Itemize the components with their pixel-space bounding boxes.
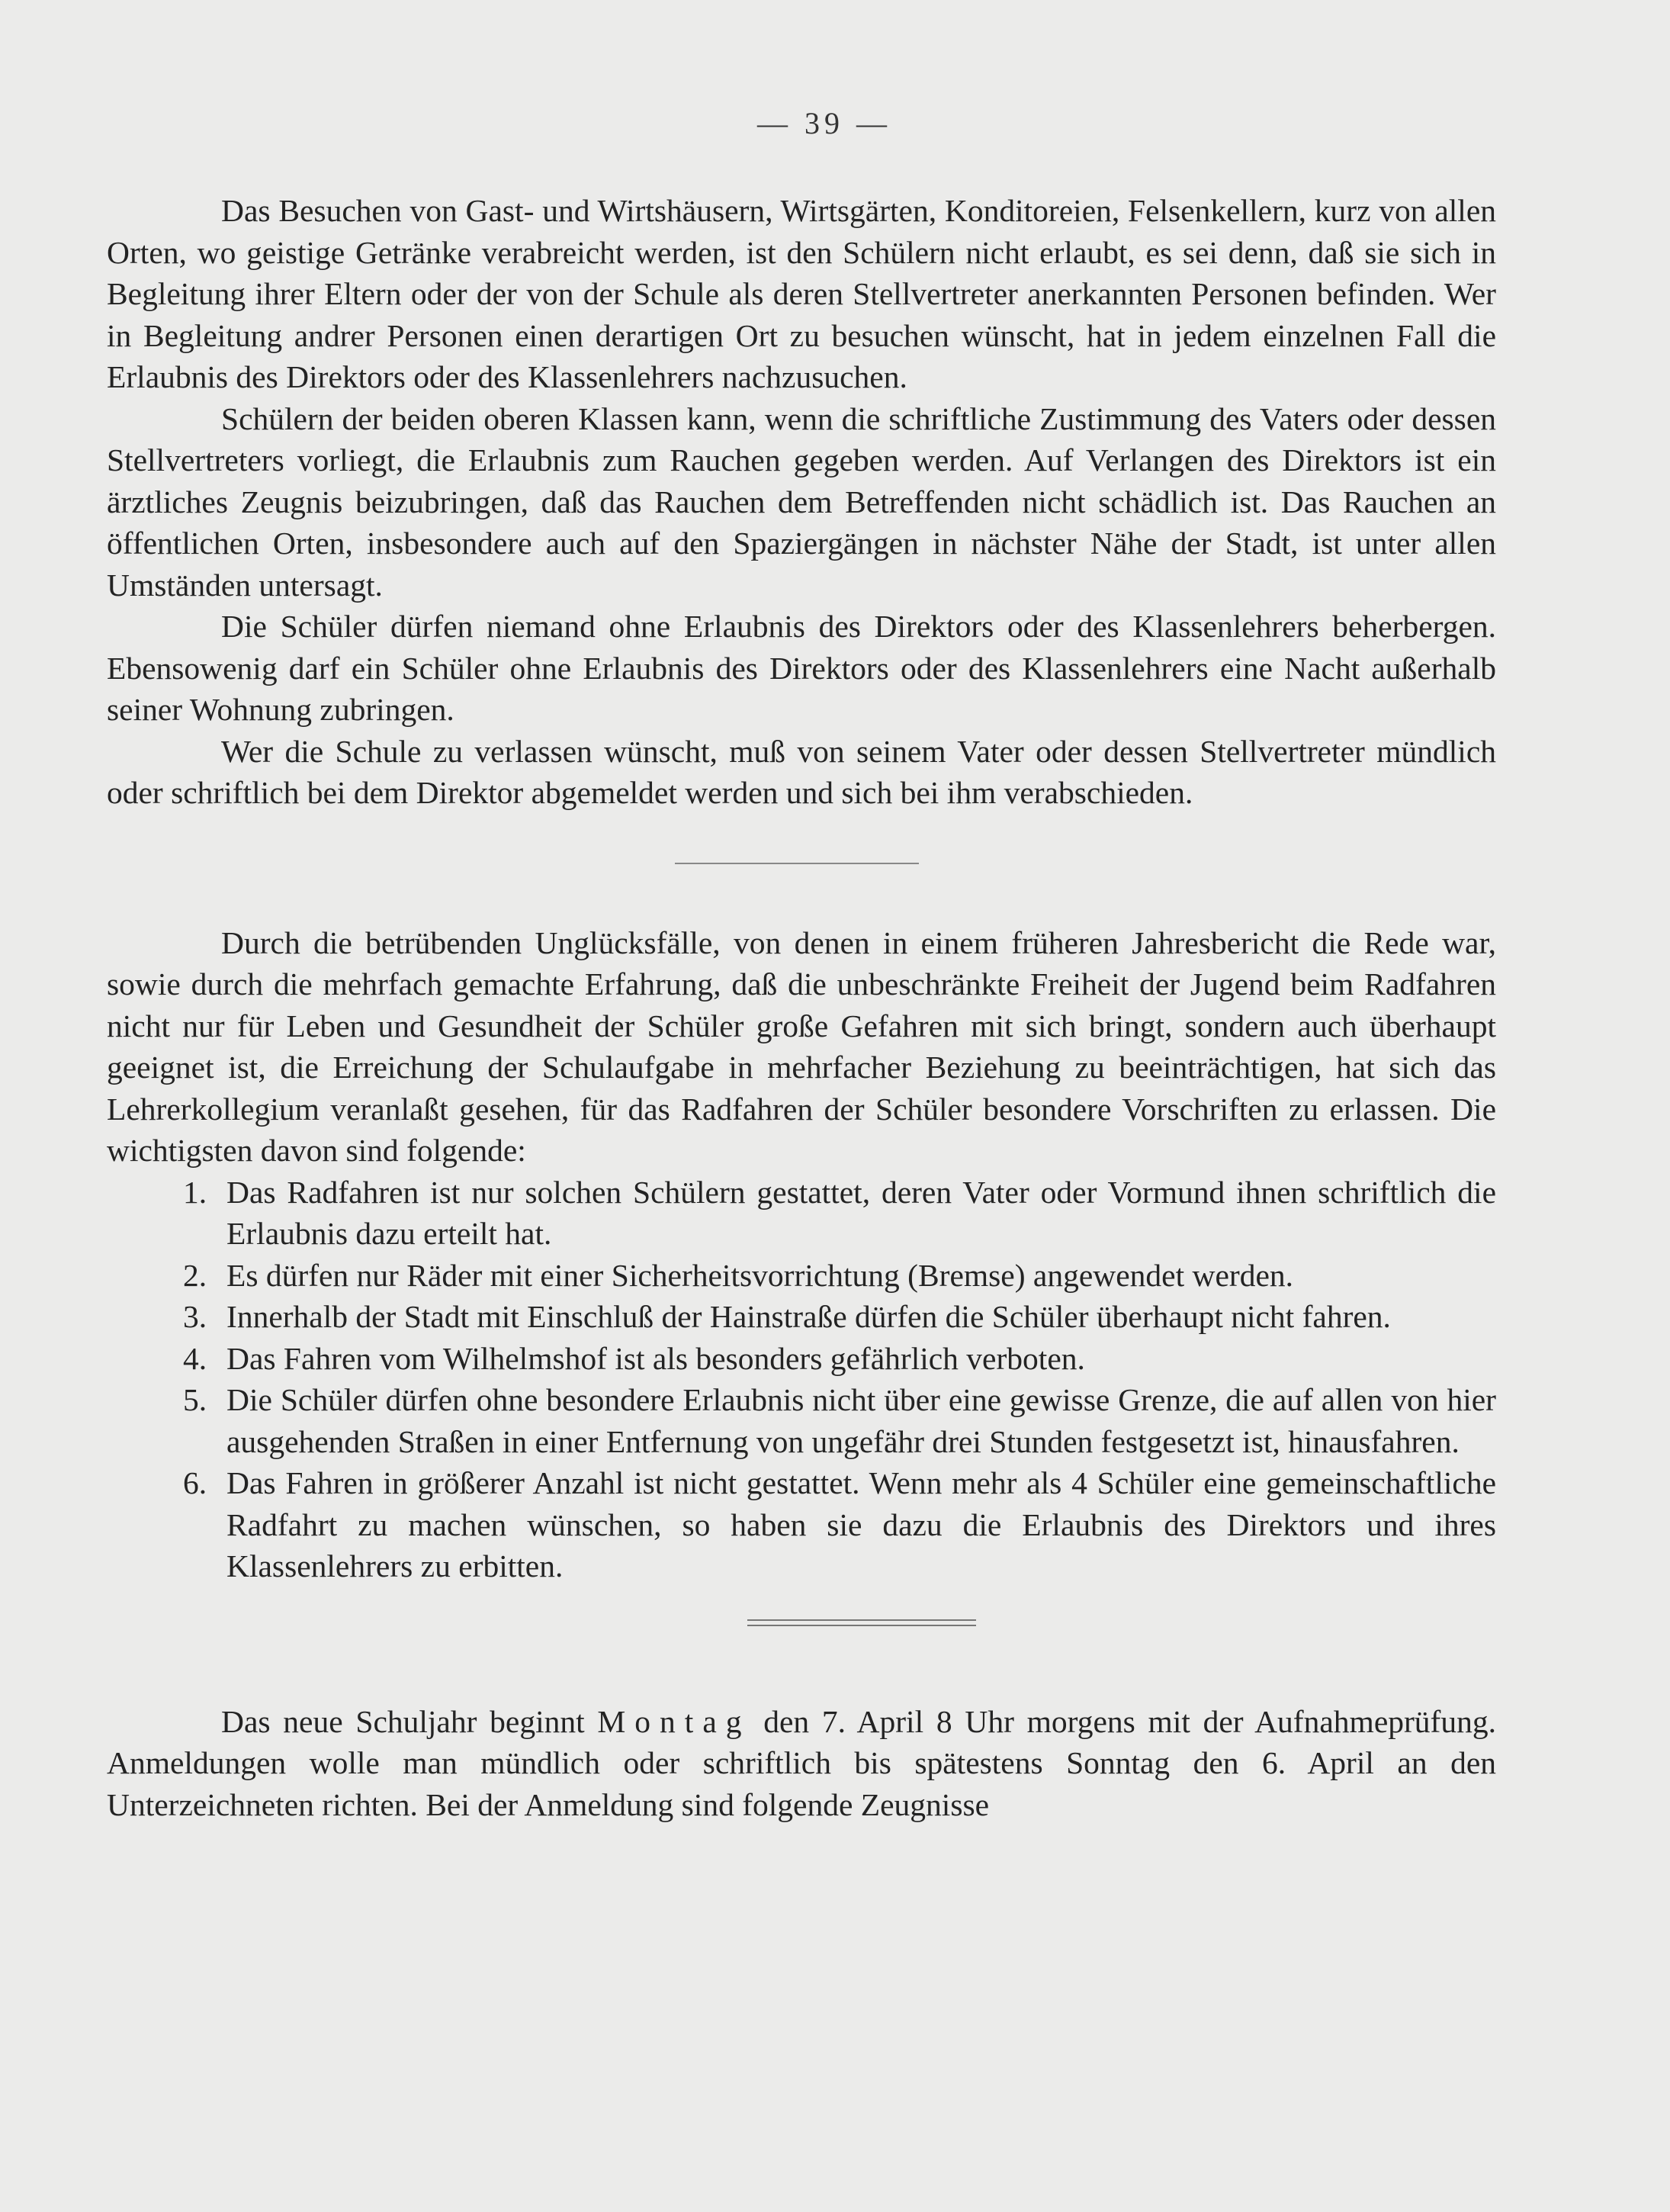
list-item-text: Es dürfen nur Räder mit einer Sicherheitsvorrichtung (Bremse) angewendet werden. [226, 1257, 1293, 1293]
list-item [107, 1255, 1496, 1297]
text-run: Das neue Schuljahr beginnt [221, 1703, 585, 1739]
list-item [107, 1172, 1496, 1255]
emphasized-day: Montag [597, 1703, 751, 1739]
list-item [107, 1379, 1496, 1462]
list-item-text: Die Schüler dürfen ohne besondere Erlaubnis nicht über eine gewisse Grenze, die auf allen von hier ausgehenden Straßen in einer Entfernung von ungefähr drei Stunden festgesetzt ist, hinausfahren. [226, 1382, 1496, 1459]
paragraph: Das Besuchen von Gast- und Wirtshäusern, Wirtsgärten, Konditoreien, Felsenkellern, kurz von allen Orten, wo geistige Getränke verabreicht werden, ist den Schülern nicht erlaubt, es sei denn, daß sie sich in Begleitung ihrer Eltern oder der von der Schule als deren Stellvertreter anerkannten Personen befinden. Wer in Begleitung andrer Personen einen derartigen Ort zu besuchen wünscht, hat in jedem einzelnen Fall die Erlaubnis des Direktors oder des Klassenlehrers nachzusuchen. [107, 193, 1496, 394]
list-item-number: 6. [183, 1465, 207, 1500]
paragraph: Schülern der beiden oberen Klassen kann, wenn die schriftliche Zustimmung des Vaters oder dessen Stellvertreters vorliegt, die Erlaubnis zum Rauchen gegeben werden. Auf Verlangen des Direktors ist ein ärztliches Zeugnis beizubringen, daß das Rauchen dem Betreffenden nicht schädlich ist. Das Rauchen an öffentlichen Orten, insbesondere auch auf den Spaziergängen in nächster Nähe der Stadt, ist unter allen Umständen untersagt. [107, 400, 1496, 603]
section-divider-double [747, 1619, 976, 1626]
list-item-text: Innerhalb der Stadt mit Einschluß der Hainstraße dürfen die Schüler überhaupt nicht fahren. [226, 1299, 1391, 1334]
section-divider [675, 863, 919, 864]
list-item-number: 3. [183, 1299, 207, 1334]
list-item-number: 1. [183, 1174, 207, 1210]
section-school-year [107, 1701, 1496, 1826]
section-cycling-rules [107, 922, 1496, 1587]
list-item-number: 4. [183, 1340, 207, 1376]
list-item-text: Das Fahren in größerer Anzahl ist nicht gestattet. Wenn mehr als 4 Schüler eine gemeinschaftliche Radfahrt zu machen wünschen, so haben sie dazu die Erlaubnis des Direktors und ihres Klassenlehrers zu erbitten. [226, 1465, 1496, 1583]
list-item-text: Das Radfahren ist nur solchen Schülern gestattet, deren Vater oder Vormund ihnen schriftlich die Erlaubnis dazu erteilt hat. [226, 1174, 1496, 1251]
list-item [107, 1296, 1496, 1338]
page-number: — 39 — [757, 106, 891, 140]
paragraph: Durch die betrübenden Unglücksfälle, von denen in einem früheren Jahresbericht die Rede war, sowie durch die mehrfach gemachte Erfahrung, daß die unbeschränkte Freiheit der Jugend beim Radfahren nicht nur für Leben und Gesundheit der Schüler große Gefahren mit sich bringt, sondern auch überhaupt geeignet ist, die Erreichung der Schulaufgabe in mehrfacher Beziehung zu beeinträchtigen, hat sich das Lehrerkollegium veranlaßt gesehen, für das Radfahren der Schüler besondere Vorschriften zu erlassen. Die wichtigsten davon sind folgende: [107, 924, 1496, 1168]
rules-list [107, 1172, 1496, 1587]
list-item-number: 2. [183, 1257, 207, 1293]
paragraph: Die Schüler dürfen niemand ohne Erlaubnis des Direktors oder des Klassenlehrers beherbergen. Ebensowenig darf ein Schüler ohne Erlaubnis des Direktors oder des Klassenlehrers eine Nacht außerhalb seiner Wohnung zubringen. [107, 609, 1496, 727]
section-conduct-rules [107, 190, 1496, 814]
list-item-number: 5. [183, 1382, 207, 1417]
paragraph: Wer die Schule zu verlassen wünscht, muß von seinem Vater oder dessen Stellvertreter mündlich oder schriftlich bei dem Direktor abgemeldet werden und sich bei ihm verabschieden. [107, 733, 1496, 810]
list-item-text: Das Fahren vom Wilhelmshof ist als besonders gefährlich verboten. [226, 1340, 1085, 1376]
list-item [107, 1462, 1496, 1587]
text-run: den 7. April 8 Uhr morgens mit der Aufnahmeprüfung. Anmeldungen wolle man mündlich oder schriftlich bis spätestens Sonntag den 6. April an den Unterzeichneten richten. Bei der Anmeldung sind folgende Zeugnisse [107, 1703, 1497, 1822]
list-item [107, 1338, 1496, 1380]
paragraph [107, 1701, 1496, 1826]
